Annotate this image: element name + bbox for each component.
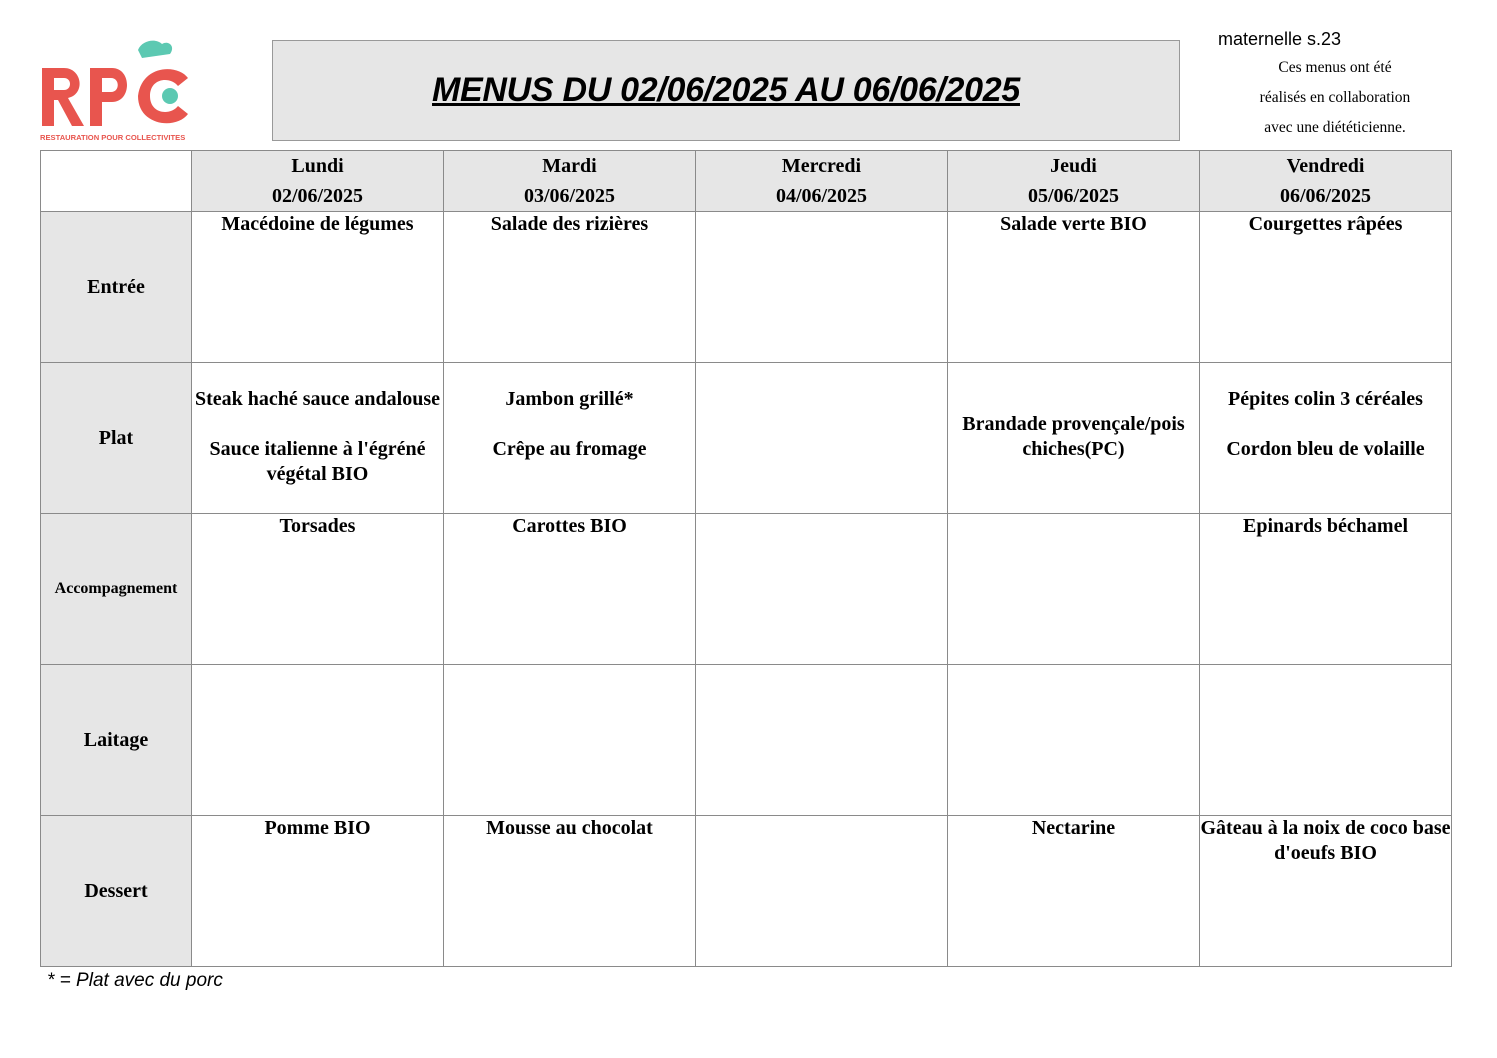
- dish: Pomme BIO: [264, 817, 371, 839]
- dish: Sauce italienne à l'égréné végétal BIO: [209, 438, 426, 485]
- menu-cell: [696, 816, 948, 967]
- menu-cell: [1200, 665, 1452, 816]
- dish: Steak haché sauce andalouse: [194, 388, 441, 410]
- dietitian-note: [1230, 53, 1440, 143]
- menu-cell: [192, 363, 444, 514]
- menu-cell: [696, 665, 948, 816]
- day-header: Mardi 03/06/2025: [444, 151, 696, 212]
- dish: Gâteau à la noix de coco base d'oeufs BIO: [1200, 817, 1451, 864]
- logo-subtitle: RESTAURATION POUR COLLECTIVITES: [40, 133, 186, 142]
- menu-cell: [192, 212, 444, 363]
- menu-cell: [948, 363, 1200, 514]
- dish: Carottes BIO: [512, 515, 627, 537]
- menu-cell: [192, 816, 444, 967]
- note-line: Ces menus ont été: [1278, 59, 1392, 76]
- dish: Brandade provençale/pois chiches(PC): [962, 413, 1185, 460]
- title-banner: [272, 40, 1180, 141]
- dish: Macédoine de légumes: [221, 213, 414, 235]
- menu-cell: [948, 816, 1200, 967]
- row-label: Plat: [41, 363, 192, 514]
- menu-cell: [444, 212, 696, 363]
- row-label: Laitage: [41, 665, 192, 816]
- menu-cell: [696, 212, 948, 363]
- menu-row-dessert: [41, 816, 1452, 967]
- dish: Salade des rizières: [490, 213, 649, 235]
- menu-cell: [696, 514, 948, 665]
- corner-cell: [41, 151, 192, 212]
- row-label: Dessert: [41, 816, 192, 967]
- menu-cell: [1200, 363, 1452, 514]
- dish: Pépites colin 3 céréales: [1228, 388, 1423, 410]
- menu-table: [40, 150, 1452, 967]
- menu-cell: [192, 665, 444, 816]
- menu-cell: [948, 212, 1200, 363]
- note-line: avec une diététicienne.: [1264, 119, 1406, 136]
- menu-cell: [1200, 212, 1452, 363]
- day-header: Lundi 02/06/2025: [192, 151, 444, 212]
- dish: Epinards béchamel: [1242, 515, 1409, 537]
- menu-cell: [444, 665, 696, 816]
- dish: Nectarine: [1031, 817, 1116, 839]
- menu-cell: [444, 514, 696, 665]
- day-header: Jeudi 05/06/2025: [948, 151, 1200, 212]
- dish: Salade verte BIO: [1000, 213, 1147, 235]
- row-label: Entrée: [41, 212, 192, 363]
- rpc-logo: [38, 38, 194, 144]
- menu-row-plat: [41, 363, 1452, 514]
- dish: Torsades: [279, 515, 356, 537]
- dish: Cordon bleu de volaille: [1226, 438, 1425, 460]
- menu-row-accompagnement: [41, 514, 1452, 665]
- note-line: réalisés en collaboration: [1259, 89, 1411, 106]
- menu-cell: [444, 363, 696, 514]
- menu-cell: [192, 514, 444, 665]
- dish: Mousse au chocolat: [486, 817, 653, 839]
- menu-row-laitage: [41, 665, 1452, 816]
- menu-cell: [696, 363, 948, 514]
- week-label: maternelle s.23: [1218, 29, 1342, 49]
- menu-cell: [444, 816, 696, 967]
- day-header: Vendredi 06/06/2025: [1200, 151, 1452, 212]
- page-title: MENUS DU 02/06/2025 AU 06/06/2025: [432, 71, 1020, 109]
- dish: Courgettes râpées: [1248, 213, 1403, 235]
- menu-cell: [1200, 816, 1452, 967]
- menu-row-entree: [41, 212, 1452, 363]
- row-label: Accompagnement: [41, 514, 192, 665]
- menu-cell: [948, 514, 1200, 665]
- dish: Crêpe au fromage: [492, 438, 647, 460]
- menu-cell: [948, 665, 1200, 816]
- pork-footnote: * = Plat avec du porc: [47, 970, 223, 991]
- day-header: Mercredi 04/06/2025: [696, 151, 948, 212]
- menu-cell: [1200, 514, 1452, 665]
- dish: Jambon grillé*: [505, 388, 634, 410]
